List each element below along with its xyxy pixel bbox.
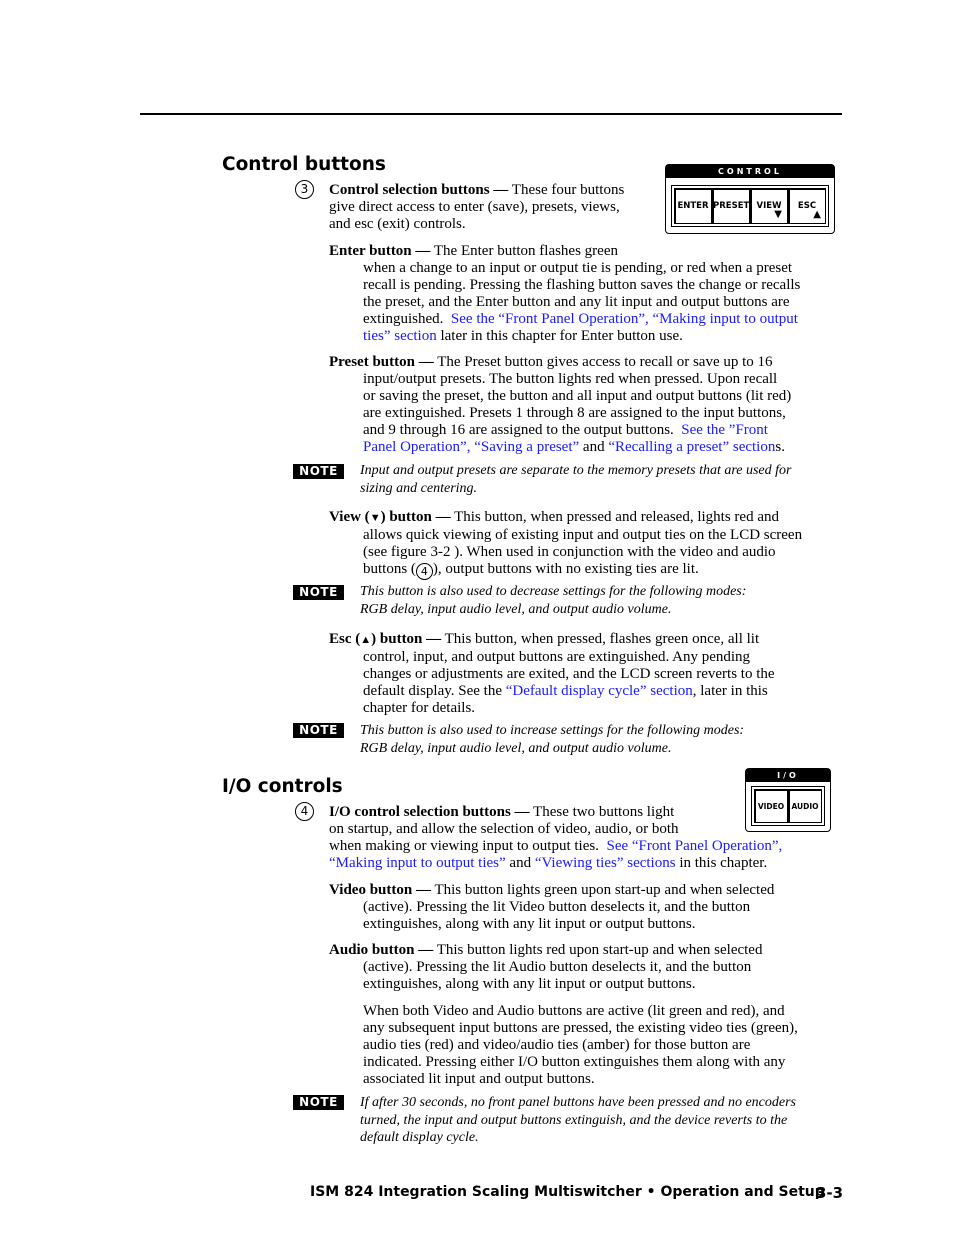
page-number: 3-3 [816, 1184, 844, 1202]
control-panel-diagram [665, 164, 835, 234]
callout-number-4: 4 [295, 802, 314, 821]
audio-panel-button: AUDIO [788, 789, 822, 823]
note-badge: NOTE [293, 585, 344, 600]
preset-panel-button: PRESET [712, 188, 750, 224]
saving-preset-link[interactable]: Panel Operation”, “Saving a preset” [363, 439, 580, 455]
note-badge: NOTE [293, 1095, 344, 1110]
control-panel-header: CONTROL [666, 165, 834, 178]
video-panel-button: VIDEO [754, 789, 788, 823]
view-button-paragraph: View (▼) button — This button, when pressed and released, lights red and allows quick viewing of existing input and output ties on the LCD screen (see figure 3-2 ). When used in conjunction with the video and audio buttons ( 4 ), output buttons with no existing ties are lit. [329, 509, 803, 578]
front-panel-link[interactable]: See the ”Front [681, 422, 768, 438]
front-panel-operation-link[interactable]: See “Front Panel Operation”, [606, 838, 783, 854]
making-ties-section-link[interactable]: ties” section [363, 328, 437, 344]
down-arrow-icon: ▼ [774, 209, 782, 220]
making-ties-link[interactable]: “Making input to output ties” [329, 855, 506, 871]
recalling-preset-link[interactable]: “Recalling a preset” section [608, 439, 776, 455]
footer-title: ISM 824 Integration Scaling Multiswitcher • Operation and Setup [310, 1184, 825, 1200]
section-heading-control-buttons: Control buttons [222, 154, 386, 175]
enter-panel-button: ENTER [674, 188, 712, 224]
control-selection-paragraph: Control selection buttons — These four buttons give direct access to enter (save), presets, views, and esc (exit) controls. [329, 182, 625, 232]
section-heading-io-controls: I/O controls [222, 776, 343, 797]
down-triangle-icon: ▼ [369, 512, 381, 524]
video-button-paragraph: Video button — This button lights green upon start-up and when selected (active). Pressing the lit Video button deselects it, and the button extinguishes, along with any lit input or output buttons. [329, 882, 775, 932]
default-display-cycle-link[interactable]: “Default display cycle” section [505, 683, 693, 699]
viewing-ties-link[interactable]: “Viewing ties” sections [534, 855, 676, 871]
io-panel-header: I/O [746, 769, 830, 782]
inline-callout-4: 4 [416, 563, 433, 580]
control-panel-button-frame [671, 185, 829, 227]
note-increase-text: This button is also used to increase settings for the following modes: RGB delay, input audio level, and output audio volume. [360, 723, 745, 756]
note-decrease-text: This button is also used to decrease settings for the following modes: RGB delay, input audio level, and output audio volume. [360, 584, 747, 617]
callout-number-3: 3 [295, 180, 314, 199]
note-badge: NOTE [293, 723, 344, 738]
enter-button-paragraph: Enter button — The Enter button flashes green when a change to an input or output tie is pending, or red when a preset recall is pending. Pressing the flashing button saves the change or recalls the preset, and the Enter button and any lit input and output buttons are extinguished. See the “Front Panel Operation”, “Making input to output ties” section later in this chapter for Enter button use. [329, 243, 801, 344]
note-presets-text: Input and output presets are separate to the memory presets that are used for sizing and centering. [360, 463, 792, 496]
note-badge: NOTE [293, 464, 344, 479]
view-panel-button: VIEW ▼ [750, 188, 788, 224]
audio-button-paragraph: Audio button — This button lights red upon start-up and when selected (active). Pressing the lit Audio button deselects it, and the button extinguishes, along with any lit input or output buttons. [329, 942, 763, 992]
esc-panel-button: ESC ▲ [788, 188, 826, 224]
both-buttons-paragraph: When both Video and Audio buttons are active (lit green and red), and any subsequent input buttons are pressed, the existing video ties (green), audio ties (red) and video/audio ties (amber) for those button are indicated. Pressing either I/O button extinguishes them along with any associated lit input and output buttons. [363, 1003, 798, 1087]
esc-button-paragraph: Esc (▲) button — This button, when pressed, flashes green once, all lit control, input, and output buttons are extinguished. Any pending changes or adjustments are exited, and the LCD screen reverts to the default display. See the “Default display cycle” section, later in this chapter for details. [329, 631, 775, 716]
front-panel-operation-link[interactable]: See the “Front Panel Operation”, “Making input to output [450, 311, 798, 327]
note-timeout-text: If after 30 seconds, no front panel buttons have been pressed and no encoders turned, the input and output buttons extinguish, and the device reverts to the default display cycle. [360, 1095, 797, 1145]
preset-button-paragraph: Preset button — The Preset button gives access to recall or save up to 16 input/output presets. The button lights red when pressed. Upon recall or saving the preset, the button and all input and output buttons (lit red) are extinguished. Presets 1 through 8 are assigned to the input buttons, and 9 through 16 are assigned to the output buttons. See the ”Front Panel Operation”, “Saving a preset” and “Recalling a preset” sections. [329, 354, 792, 455]
up-triangle-icon: ▲ [360, 634, 372, 646]
io-selection-paragraph: I/O control selection buttons — These two buttons light on startup, and allow the selection of video, audio, or both when making or viewing input to output ties. See “Front Panel Operation”, “Making input to output ties” and “Viewing ties” sections in this chapter. [329, 804, 783, 871]
top-rule [140, 113, 842, 115]
up-arrow-icon: ▲ [813, 209, 821, 220]
